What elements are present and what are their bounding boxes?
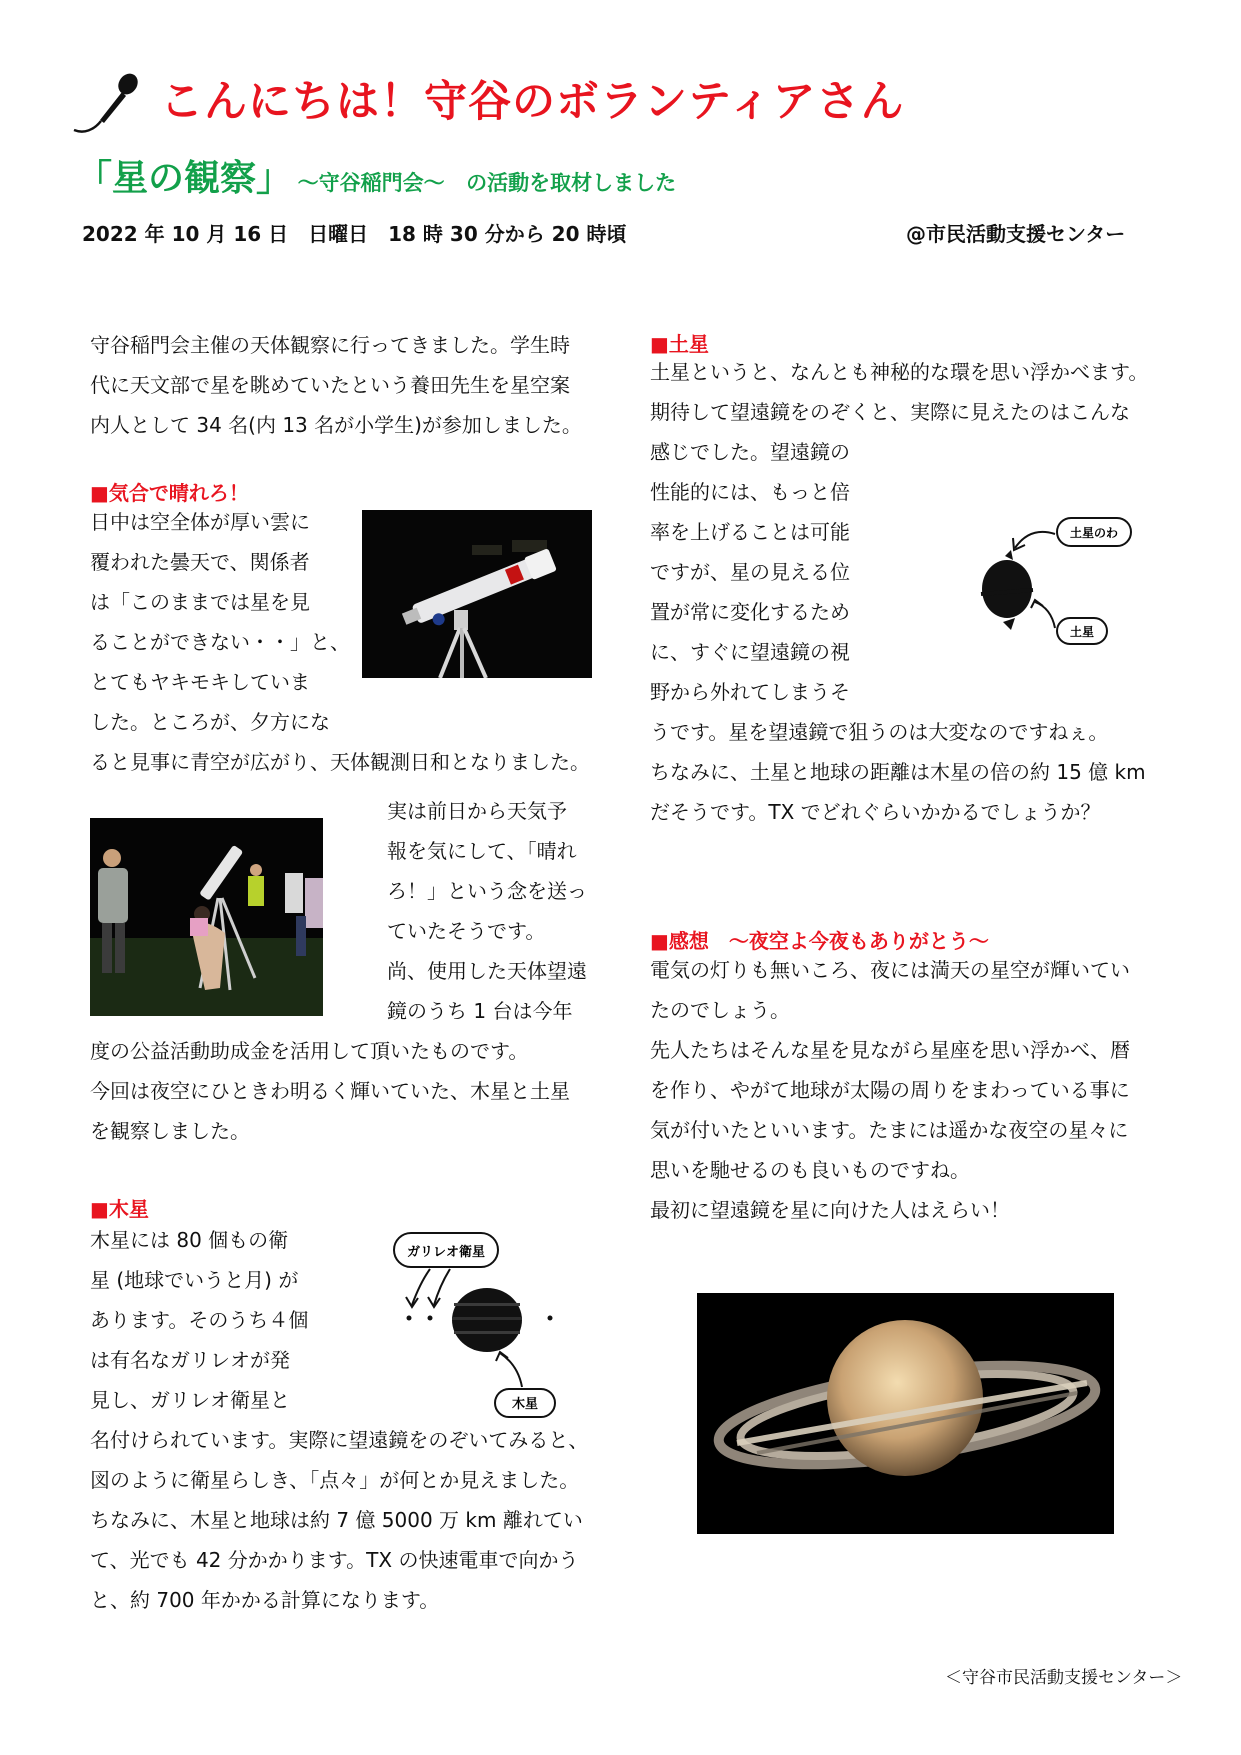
subtitle-group: ～守谷稲門会～: [297, 171, 445, 195]
saturn-line: 感じでした。望遠鏡の: [650, 440, 850, 464]
telescope-illustration: [362, 510, 592, 678]
weather-paragraph-2: [387, 791, 587, 1031]
impression-line: を作り、やがて地球が太陽の周りをまわっている事に: [650, 1078, 1130, 1102]
weather-line: ていたそうです。: [387, 919, 546, 943]
jupiter-line: は有名なガリレオが発: [90, 1348, 290, 1372]
saturn-photo: [697, 1293, 1114, 1534]
saturn-line: 性能的には、もっと倍: [650, 480, 850, 504]
jupiter-label: 木星: [511, 1397, 539, 1412]
weather-line: ろ！」という念を送っ: [387, 879, 587, 903]
galilean-moons-label: ガリレオ衛星: [406, 1245, 486, 1260]
saturn-line: に、すぐに望遠鏡の視: [650, 640, 850, 664]
jupiter-line: て、光でも 42 分かかります。TX の快速電車で向かう: [90, 1548, 579, 1572]
jupiter-line: ちなみに、木星と地球は約 7 億 5000 万 km 離れてい: [90, 1508, 583, 1532]
weather-line: を観察しました。: [90, 1119, 250, 1143]
page-title: こんにちは！守谷のボランティアさん: [160, 77, 905, 127]
weather-line: 実は前日から天気予: [387, 799, 567, 823]
saturn-line: 土星というと、なんとも神秘的な環を思い浮かべます。: [650, 360, 1149, 384]
moon-dot: [407, 1316, 412, 1321]
moon-dot: [428, 1316, 433, 1321]
weather-line: は「このままでは星を見: [90, 590, 310, 614]
impression-heading: ■感想 ～夜空よ今夜もありがとう～: [650, 929, 989, 953]
microphone-icon: [70, 70, 146, 140]
telescope-photo: [362, 510, 592, 678]
weather-line: 覆われた曇天で、関係者: [90, 550, 310, 574]
impression-line: 最初に望遠鏡を星に向けた人はえらい！: [650, 1198, 1010, 1222]
saturn-ring-label: 土星のわ: [1069, 526, 1119, 540]
weather-line: とてもヤキモキしていま: [90, 670, 310, 694]
impression-paragraph: [650, 950, 1130, 1230]
intro-line: 内人として 34 名(内 13 名が小学生)が参加しました。: [90, 413, 582, 437]
weather-line: 度の公益活動助成金を活用して頂いたものです。: [90, 1039, 529, 1063]
jupiter-line: 名付けられています。実際に望遠鏡をのぞいてみると、: [90, 1428, 589, 1452]
jupiter-line: 木星には 80 個もの衛: [90, 1228, 289, 1252]
event-place: @市民活動支援センター: [906, 222, 1126, 246]
weather-line: 日中は空全体が厚い雲に: [90, 510, 310, 534]
weather-heading: ■気合で晴れろ！: [90, 481, 249, 505]
impression-line: たのでしょう。: [650, 998, 790, 1022]
saturn-diagram: [975, 510, 1135, 650]
saturn-line: だそうです。TX でどれぐらいかかるでしょうか？: [650, 800, 1101, 824]
impression-line: 電気の灯りも無いころ、夜には満天の星空が輝いてい: [650, 958, 1130, 982]
saturn-line: 置が常に変化するため: [650, 600, 850, 624]
observers-photo: [90, 818, 323, 1016]
jupiter-diagram: [390, 1225, 565, 1425]
weather-line: した。ところが、夕方にな: [90, 710, 330, 734]
jupiter-line: 図のように衛星らしき、「点々」が何とか見えました。: [90, 1468, 580, 1492]
saturn-line: うです。星を望遠鏡で狙うのは大変なのですねぇ。: [650, 720, 1109, 744]
saturn-photo-illustration: [697, 1293, 1114, 1534]
impression-line: 思いを馳せるのも良いものですね。: [650, 1158, 970, 1182]
saturn-label: 土星: [1069, 625, 1095, 639]
jupiter-line: と、約 700 年かかる計算になります。: [90, 1588, 440, 1612]
jupiter-line: 見し、ガリレオ衛星と: [90, 1388, 290, 1412]
weather-line: 報を気にして、「晴れ: [387, 839, 577, 863]
subtitle-rest: の活動を取材しました: [466, 171, 677, 195]
jupiter-line: あります。そのうち４個: [90, 1308, 309, 1332]
weather-line: ると見事に青空が広がり、天体観測日和となりました。: [90, 750, 590, 774]
footer-credit: ＜守谷市民活動支援センター＞: [945, 1668, 1183, 1688]
weather-line: 鏡のうち 1 台は今年: [387, 999, 573, 1023]
saturn-heading: ■土星: [650, 332, 709, 356]
weather-paragraph-3: [90, 1031, 570, 1151]
jupiter-heading: ■木星: [90, 1197, 149, 1221]
saturn-line: 期待して望遠鏡をのぞくと、実際に見えたのはこんな: [650, 400, 1130, 424]
event-date: 2022 年 10 月 16 日 日曜日 18 時 30 分から 20 時頃: [82, 222, 627, 246]
jupiter-line: 星 (地球でいうと月) が: [90, 1268, 299, 1292]
observers-illustration: [90, 818, 323, 1016]
impression-line: 気が付いたといいます。たまには遥かな夜空の星々に: [650, 1118, 1129, 1142]
saturn-line: ですが、星の見える位: [650, 560, 850, 584]
weather-line: ることができない・・」と、: [90, 630, 350, 654]
weather-line: 尚、使用した天体望遠: [387, 959, 587, 983]
moon-dot: [548, 1316, 553, 1321]
saturn-line: ちなみに、土星と地球の距離は木星の倍の約 15 億 km: [650, 760, 1146, 784]
saturn-line: 率を上げることは可能: [650, 520, 850, 544]
intro-paragraph: [90, 325, 582, 445]
intro-line: 代に天文部で星を眺めていたという養田先生を星空案: [90, 373, 570, 397]
saturn-line: 野から外れてしまうそ: [650, 680, 850, 704]
page-subtitle: [76, 150, 676, 201]
weather-line: 今回は夜空にひときわ明るく輝いていた、木星と土星: [90, 1079, 570, 1103]
intro-line: 守谷稲門会主催の天体観察に行ってきました。学生時: [90, 333, 570, 357]
subtitle-main: 「星の観察」: [76, 158, 293, 199]
impression-line: 先人たちはそんな星を見ながら星座を思い浮かべ、暦: [650, 1038, 1130, 1062]
